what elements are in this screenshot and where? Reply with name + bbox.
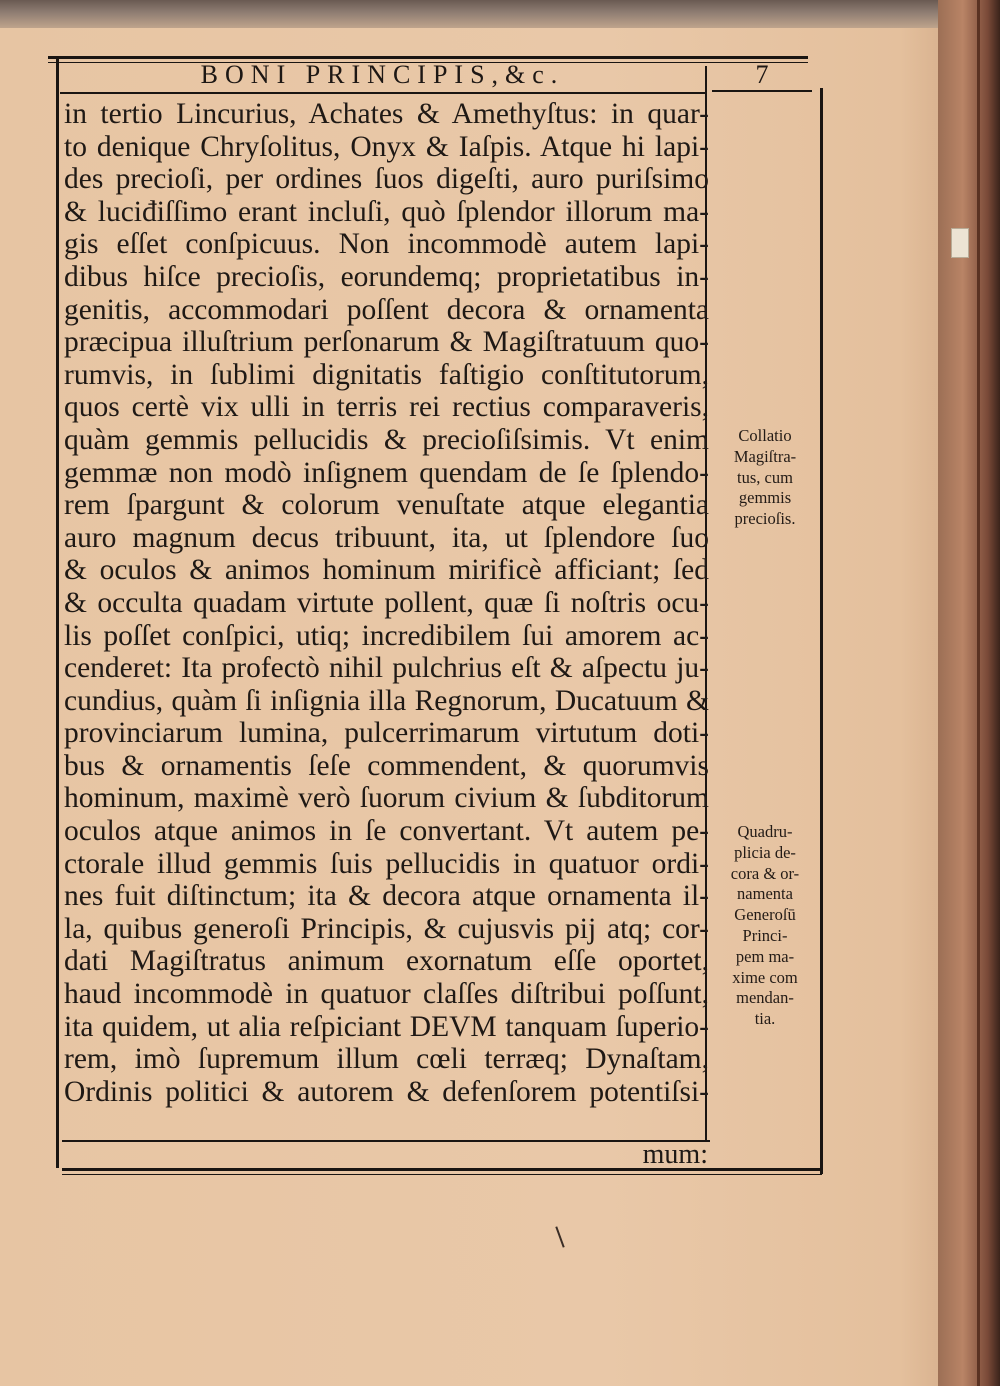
page-number: 7	[755, 60, 769, 89]
body-text	[64, 98, 709, 1144]
frame-rule-right	[820, 88, 823, 1174]
margin-note-line: Collatio	[738, 426, 792, 445]
text-line: auro magnum decus tribuunt, ita, ut ſplendore ſuo	[64, 521, 709, 554]
text-line: quos certè vix ulli in terris rei rectius comparaveris,	[64, 391, 709, 424]
text-line: ctorale illud gemmis ſuis pellucidis in quatuor ordi-	[64, 847, 709, 880]
margin-note-line: Generoſū	[734, 905, 796, 925]
margin-note-line: tia.	[754, 1009, 776, 1029]
text-line: dibus hiſce precioſis, eorundemq; proprietatibus in-	[64, 260, 709, 293]
margin-note-quadruplicia	[712, 822, 818, 1030]
running-head: BONI PRINCIPIS,&c.	[200, 60, 565, 89]
text-line: cenderet: Ita profectò nihil pulchrius eſt & aſpectu ju-	[64, 652, 709, 685]
margin-note-line: pem ma-	[735, 946, 795, 966]
text-line: in tertio Lincurius, Achates & Amethyſtus: in quar-	[64, 98, 709, 130]
text-line: to denique Chryſolitus, Onyx & Iaſpis. Atque hi lapi-	[64, 130, 709, 163]
text-line: rem ſpargunt & colorum venuſtate atque elegantia	[64, 489, 709, 522]
frame-rule-left	[56, 56, 59, 1168]
text-line: bus & ornamentis ſeſe commendent, & quorumvis	[64, 749, 709, 782]
text-line: lis poſſet conſpici, utiq; incredibilem ſui amorem ac-	[64, 619, 709, 652]
text-line: quàm gemmis pellucidis & precioſiſsimis. Vt enim	[64, 423, 709, 456]
text-line: præcipua illuſtrium perſonarum & Magiſtratuum quo-	[64, 326, 709, 359]
text-line: haud incommodè in quatuor claſſes diſtribui poſſunt,	[64, 978, 709, 1011]
text-line: gis eſſet conſpicuus. Non incommodè autem lapi-	[64, 228, 709, 261]
text-line: & occulta quadam virtute pollent, quæ ſi noſtris ocu-	[64, 586, 709, 619]
margin-note-line: mendan-	[736, 988, 794, 1008]
margin-note-line: plicia de-	[734, 842, 796, 862]
text-line: ita quidem, ut alia reſpiciant DEVM tanquam ſuperio-	[64, 1010, 709, 1043]
frame-rule-bottom-inner	[62, 1174, 822, 1175]
book-edge-line	[977, 0, 980, 1386]
margin-note-line: Quadru-	[737, 822, 793, 841]
margin-note-line: xime com	[732, 967, 798, 987]
book-edge	[938, 0, 1000, 1386]
text-line: rumvis, in ſublimi dignitatis faſtigio conſtitutorum,	[64, 358, 709, 391]
text-line: & oculos & animos hominum mirificè afficiant; ſed	[64, 554, 709, 587]
text-line: genitis, accommodari poſſent decora & ornamenta	[64, 293, 709, 326]
text-line: dati Magiſtratus animum exornatum eſſe oportet,	[64, 945, 709, 978]
stray-ink-mark	[555, 1226, 564, 1247]
margin-note-line: Magiſtra-	[733, 446, 797, 466]
text-line: hominum, maximè verò ſuorum civium & ſubditorum	[64, 782, 709, 815]
text-line: des precioſi, per ordines ſuos digeſti, auro puriſsimo	[64, 163, 709, 196]
text-line: la, quibus generoſi Principis, & cujusvis pij atq; cor-	[64, 912, 709, 945]
text-line: nes fuit diſtinctum; ita & decora atque ornamenta il-	[64, 880, 709, 913]
margin-note-line: Princi-	[742, 925, 788, 945]
page-top-edge	[0, 0, 940, 28]
margin-note-line: precioſis.	[734, 509, 796, 529]
margin-note-line: tus, cum	[737, 467, 793, 487]
text-line: provinciarum lumina, pulcerrimarum virtutum doti-	[64, 717, 709, 750]
margin-note-line: gemmis	[738, 488, 792, 508]
page-number-rule	[712, 90, 812, 92]
running-head-rule	[60, 92, 705, 94]
text-line: rem, imò ſupremum illum cœli terræq; Dynaſtam,	[64, 1043, 709, 1076]
margin-note-collatio	[712, 426, 818, 530]
text-line: cundius, quàm ſi inſignia illa Regnorum, Ducatuum &	[64, 684, 709, 717]
bookmark-tab	[951, 228, 969, 258]
frame-rule-bottom	[62, 1168, 822, 1171]
text-line: & luciđiſſimo erant incluſi, quò ſplendor illorum ma-	[64, 195, 709, 228]
text-line: Ordinis politici & autorem & defenſorem potentiſsi-	[64, 1075, 709, 1108]
margin-note-line: namenta	[737, 884, 793, 904]
margin-note-line: cora & or-	[730, 863, 800, 883]
frame-rule-top	[48, 56, 808, 59]
catchword: mum:	[642, 1139, 708, 1170]
text-line: oculos atque animos in ſe convertant. Vt autem pe-	[64, 815, 709, 848]
text-line: gemmæ non modò inſignem quendam de ſe ſplendo-	[64, 456, 709, 489]
